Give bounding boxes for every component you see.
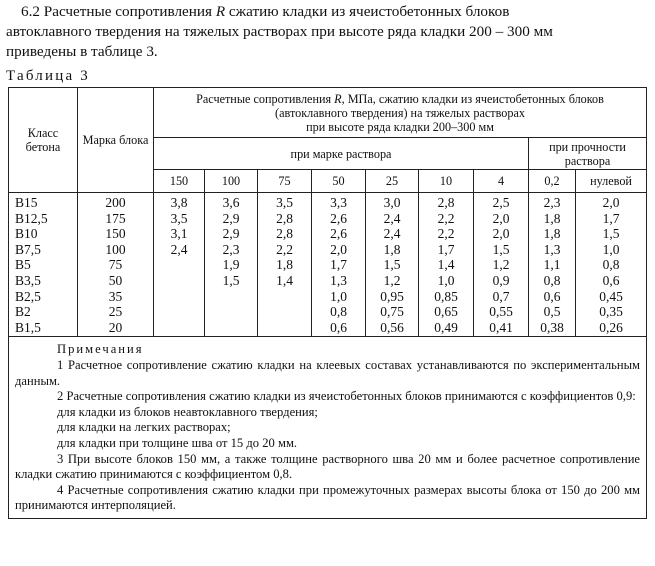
resistance-value-cell: 1,3: [529, 242, 576, 258]
resistance-value-cell: 0,75: [366, 304, 419, 320]
resistance-value-cell: 2,9: [205, 226, 258, 242]
block-grade-cell: 25: [78, 304, 154, 320]
resistance-value-cell: 0,5: [529, 304, 576, 320]
resistance-value-cell: 1,2: [474, 257, 529, 273]
intro-line-2: автоклавного твердения на тяжелых растворах при высоте ряда кладки 200 – 300 мм: [6, 23, 553, 40]
resistance-value-cell: [154, 320, 205, 337]
resistance-value-cell: 1,9: [205, 257, 258, 273]
resistance-value-cell: 2,6: [312, 211, 366, 227]
resistance-value-cell: 2,0: [312, 242, 366, 258]
block-grade-cell: 175: [78, 211, 154, 227]
note-4: 4 Расчетные сопротивления сжатию кладки при промежуточных размерах высоты блока от 150 до 200 мм принимаются интерполяцией.: [15, 482, 641, 513]
resistance-value-cell: 2,2: [258, 242, 312, 258]
block-grade-cell: 150: [78, 226, 154, 242]
resistance-value-cell: 1,2: [366, 273, 419, 289]
table-row: [9, 211, 647, 227]
resistance-value-cell: 2,8: [258, 211, 312, 227]
block-grade-cell: 20: [78, 320, 154, 337]
resistance-value-cell: 0,95: [366, 289, 419, 305]
block-grade-cell: 50: [78, 273, 154, 289]
header-mortar-grade: 0,2: [529, 170, 576, 193]
resistance-value-cell: 3,8: [154, 193, 205, 211]
resistance-value-cell: 0,9: [474, 273, 529, 289]
resistance-value-cell: [205, 304, 258, 320]
resistance-value-cell: 3,3: [312, 193, 366, 211]
resistance-value-cell: 0,41: [474, 320, 529, 337]
resistance-value-cell: 2,8: [419, 193, 474, 211]
notes-block: [9, 337, 647, 519]
concrete-class-cell: B7,5: [9, 242, 78, 258]
resistance-value-cell: 1,5: [576, 226, 647, 242]
resistance-value-cell: 1,5: [474, 242, 529, 258]
resistance-value-cell: 1,8: [529, 211, 576, 227]
note-2-item-c: для кладки при толщине шва от 15 до 20 мм.: [57, 435, 298, 450]
block-grade-cell: 100: [78, 242, 154, 258]
resistance-value-cell: [154, 289, 205, 305]
header-by-mortar-grade: при марке раствора: [154, 138, 529, 170]
resistance-value-cell: 2,4: [366, 226, 419, 242]
concrete-class-cell: B12,5: [9, 211, 78, 227]
resistance-value-cell: 1,5: [205, 273, 258, 289]
resistance-value-cell: 0,6: [576, 273, 647, 289]
resistance-value-cell: 3,6: [205, 193, 258, 211]
resistance-value-cell: 1,5: [366, 257, 419, 273]
resistance-value-cell: 2,6: [312, 226, 366, 242]
header-mortar-grade: 10: [419, 170, 474, 193]
resistance-value-cell: 0,6: [529, 289, 576, 305]
header-by-mortar-strength: при прочности раствора: [529, 138, 647, 170]
resistance-value-cell: 0,55: [474, 304, 529, 320]
resistance-value-cell: [258, 304, 312, 320]
intro-line-1: 6.2 Расчетные сопротивления R сжатию кладки из ячеистобетонных блоков: [21, 3, 510, 20]
block-grade-cell: 200: [78, 193, 154, 211]
note-3: 3 При высоте блоков 150 мм, а также толщине растворного шва 20 мм и более расчетное сопротивление кладки сжатию принимаются с коэффициентом 0,8.: [15, 451, 641, 482]
concrete-class-cell: B1,5: [9, 320, 78, 337]
resistance-value-cell: [258, 289, 312, 305]
table-row: [9, 226, 647, 242]
resistance-value-cell: 2,2: [419, 226, 474, 242]
header-design-resistance: [154, 88, 647, 138]
resistance-value-cell: 3,0: [366, 193, 419, 211]
resistance-value-cell: 2,3: [529, 193, 576, 211]
intro-paragraph: [6, 2, 646, 62]
concrete-class-cell: B15: [9, 193, 78, 211]
table-caption: Таблица 3: [6, 68, 90, 84]
resistance-value-cell: 0,8: [576, 257, 647, 273]
concrete-class-cell: B5: [9, 257, 78, 273]
resistance-value-cell: 2,8: [258, 226, 312, 242]
resistance-value-cell: 1,1: [529, 257, 576, 273]
resistance-value-cell: 0,49: [419, 320, 474, 337]
resistance-value-cell: 1,8: [366, 242, 419, 258]
resistance-value-cell: [205, 320, 258, 337]
concrete-class-cell: B2: [9, 304, 78, 320]
notes-title: Примечания: [57, 342, 144, 357]
table-row: [9, 193, 647, 211]
resistance-value-cell: 1,8: [258, 257, 312, 273]
resistance-value-cell: 1,0: [312, 289, 366, 305]
resistance-value-cell: 0,8: [529, 273, 576, 289]
concrete-class-cell: B10: [9, 226, 78, 242]
resistance-value-cell: 1,8: [529, 226, 576, 242]
resistance-value-cell: [154, 304, 205, 320]
resistance-value-cell: [258, 320, 312, 337]
resistance-value-cell: 3,1: [154, 226, 205, 242]
resistance-value-cell: 1,7: [576, 211, 647, 227]
header-mortar-grade: 50: [312, 170, 366, 193]
header-mortar-grade: 75: [258, 170, 312, 193]
resistance-value-cell: 2,0: [474, 211, 529, 227]
header-design-resistance-l1: Расчетные сопротивления R, МПа, сжатию кладки из ячеистобетонных блоков: [196, 91, 604, 106]
resistance-value-cell: [154, 257, 205, 273]
resistance-value-cell: 1,0: [419, 273, 474, 289]
resistance-table: [8, 87, 647, 519]
note-2-item-a: для кладки из блоков неавтоклавного твердения;: [57, 404, 318, 419]
header-mortar-grade: 150: [154, 170, 205, 193]
header-block-grade: Марка блока: [78, 88, 154, 193]
concrete-class-cell: B3,5: [9, 273, 78, 289]
resistance-value-cell: 2,0: [474, 226, 529, 242]
table-row: [9, 289, 647, 305]
header-mortar-grade: 100: [205, 170, 258, 193]
resistance-value-cell: 0,65: [419, 304, 474, 320]
table-row: [9, 257, 647, 273]
resistance-value-cell: 3,5: [258, 193, 312, 211]
table-row: [9, 242, 647, 258]
intro-line-3: приведены в таблице 3.: [6, 43, 158, 60]
table-row: [9, 320, 647, 337]
note-2-item-b: для кладки на легких растворах;: [57, 420, 231, 435]
header-mortar-grade: 4: [474, 170, 529, 193]
header-design-resistance-l3: при высоте ряда кладки 200–300 мм: [306, 119, 494, 134]
resistance-value-cell: 0,6: [312, 320, 366, 337]
resistance-value-cell: 2,0: [576, 193, 647, 211]
header-mortar-grade: нулевой: [576, 170, 647, 193]
resistance-value-cell: 1,0: [576, 242, 647, 258]
resistance-value-cell: 2,3: [205, 242, 258, 258]
resistance-value-cell: 1,7: [419, 242, 474, 258]
resistance-value-cell: 1,4: [258, 273, 312, 289]
resistance-value-cell: 2,2: [419, 211, 474, 227]
resistance-value-cell: 0,26: [576, 320, 647, 337]
resistance-value-cell: 2,5: [474, 193, 529, 211]
resistance-value-cell: 0,35: [576, 304, 647, 320]
resistance-value-cell: 2,9: [205, 211, 258, 227]
table-row: [9, 273, 647, 289]
header-mortar-grade: 25: [366, 170, 419, 193]
resistance-value-cell: 0,8: [312, 304, 366, 320]
block-grade-cell: 75: [78, 257, 154, 273]
resistance-value-cell: 0,56: [366, 320, 419, 337]
resistance-value-cell: 0,7: [474, 289, 529, 305]
header-design-resistance-l2: (автоклавного твердения) на тяжелых растворах: [275, 105, 525, 120]
resistance-value-cell: 0,85: [419, 289, 474, 305]
header-concrete-class: Класс бетона: [9, 88, 78, 193]
resistance-value-cell: 1,7: [312, 257, 366, 273]
resistance-value-cell: 0,38: [529, 320, 576, 337]
block-grade-cell: 35: [78, 289, 154, 305]
note-1: 1 Расчетное сопротивление сжатию кладки на клеевых составах устанавливаются по экспериментальным данным.: [15, 357, 641, 388]
resistance-value-cell: 1,4: [419, 257, 474, 273]
resistance-value-cell: 2,4: [154, 242, 205, 258]
resistance-value-cell: 2,4: [366, 211, 419, 227]
resistance-value-cell: 1,3: [312, 273, 366, 289]
resistance-value-cell: 0,45: [576, 289, 647, 305]
note-2: 2 Расчетные сопротивления сжатию кладки из ячеистобетонных блоков принимаются с коэффициентов 0,9:: [57, 389, 636, 404]
resistance-value-cell: 3,5: [154, 211, 205, 227]
concrete-class-cell: B2,5: [9, 289, 78, 305]
table-row: [9, 304, 647, 320]
resistance-value-cell: [154, 273, 205, 289]
resistance-value-cell: [205, 289, 258, 305]
